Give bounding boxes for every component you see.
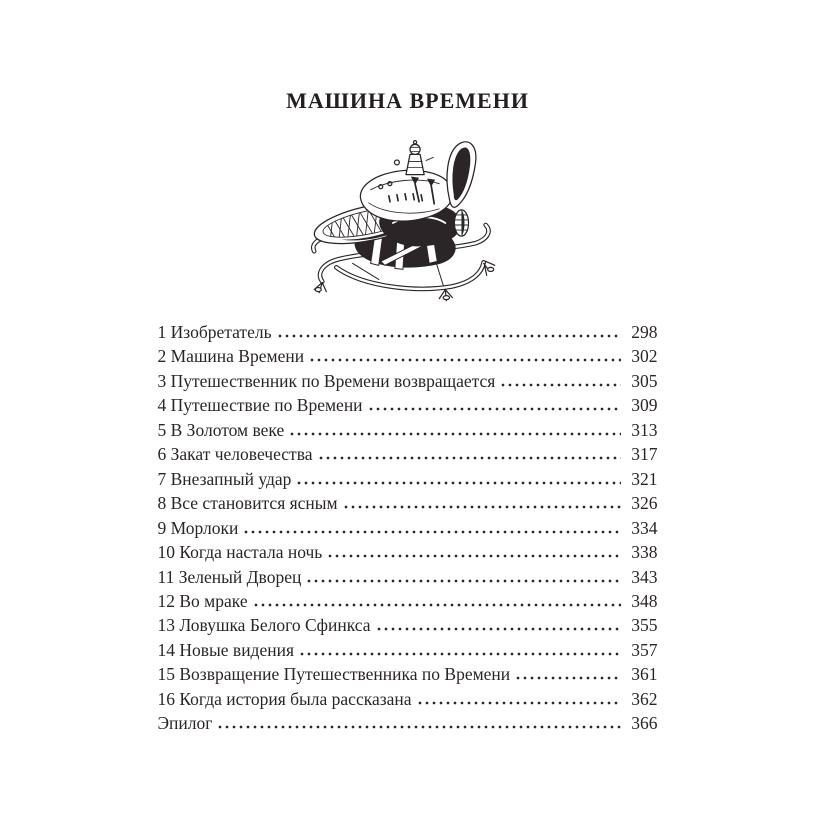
- dot-leader: [297, 481, 620, 485]
- toc-entry-page: 343: [631, 566, 658, 587]
- dot-leader: [244, 530, 620, 534]
- dot-leader: [254, 603, 621, 607]
- toc-list: [158, 320, 658, 736]
- toc-entry-page: 366: [631, 713, 658, 734]
- toc-entry: [158, 320, 658, 344]
- toc-entry-page: 305: [631, 370, 658, 391]
- dot-leader: [516, 676, 620, 680]
- toc-entry-page: 313: [631, 419, 658, 440]
- toc-entry-page: 355: [631, 615, 658, 636]
- page-title: МАШИНА ВРЕМЕНИ: [286, 88, 529, 113]
- dot-leader: [218, 725, 620, 729]
- toc-entry-label: 14 Новые видения: [157, 639, 295, 660]
- toc-entry: [158, 687, 658, 711]
- time-machine-illustration: [292, 138, 524, 310]
- side-gear: [454, 210, 468, 236]
- toc-entry: [158, 711, 658, 735]
- dot-leader: [501, 383, 620, 387]
- toc-entry-page: 357: [631, 639, 658, 660]
- toc-entry: [158, 491, 658, 515]
- dot-leader: [319, 456, 621, 460]
- dot-leader: [300, 652, 620, 656]
- toc-entry-label: 7 Внезапный удар: [157, 468, 292, 489]
- toc-entry: [158, 540, 658, 564]
- toc-entry: [158, 613, 658, 637]
- toc-entry: [158, 393, 658, 417]
- toc-entry-page: 298: [631, 322, 658, 342]
- dot-leader: [328, 554, 620, 558]
- toc-entry: [158, 638, 658, 662]
- dot-leader: [310, 358, 620, 362]
- toc-entry-page: 361: [631, 664, 658, 685]
- toc-entry-label: 15 Возвращение Путешественника по Времени: [157, 664, 511, 685]
- dot-leader: [278, 334, 621, 338]
- toc-entry: [158, 589, 658, 613]
- toc-entry-page: 326: [631, 493, 658, 514]
- time-machine-sketch-svg: [292, 138, 524, 310]
- toc-entry-label: 8 Все становится ясным: [157, 493, 338, 514]
- toc-entry: [158, 442, 658, 466]
- toc-entry-label: 11 Зеленый Дворец: [157, 566, 302, 587]
- top-finial: [394, 141, 433, 175]
- toc-entry: [158, 418, 658, 442]
- toc-entry-label: 6 Закат человечества: [157, 444, 313, 465]
- toc-entry-page: 362: [631, 688, 658, 709]
- toc-entry-label: Эпилог: [157, 713, 213, 734]
- seat-back: [446, 142, 475, 207]
- toc-entry-label: 10 Когда настала ночь: [157, 542, 323, 563]
- toc-entry: [158, 369, 658, 393]
- toc-entry: [158, 565, 658, 589]
- toc-entry-label: 1 Изобретатель: [157, 322, 272, 342]
- toc-entry-label: 4 Путешествие по Времени: [157, 395, 363, 416]
- toc-entry: [158, 467, 658, 491]
- dot-leader: [369, 407, 621, 411]
- toc-entry: [158, 344, 658, 368]
- toc-entry-page: 317: [631, 444, 658, 465]
- dot-leader: [344, 505, 621, 509]
- dot-leader: [307, 579, 620, 583]
- toc-entry-page: 321: [631, 468, 658, 489]
- toc-entry-label: 9 Морлоки: [157, 517, 239, 538]
- toc-entry-label: 16 Когда история была рассказана: [157, 688, 412, 709]
- toc-entry-page: 309: [631, 395, 658, 416]
- toc-entry-page: 302: [631, 346, 658, 367]
- toc-entry-label: 13 Ловушка Белого Сфинкса: [157, 615, 371, 636]
- toc-entry-label: 5 В Золотом веке: [157, 419, 285, 440]
- toc-entry-label: 3 Путешественник по Времени возвращается: [157, 370, 496, 391]
- toc-entry: [158, 662, 658, 686]
- toc-entry-page: 334: [631, 517, 658, 538]
- toc-entry: [158, 516, 658, 540]
- dot-leader: [290, 432, 620, 436]
- dot-leader: [418, 701, 621, 705]
- toc-entry-page: 348: [631, 590, 658, 611]
- dot-leader: [377, 627, 621, 631]
- toc-entry-label: 2 Машина Времени: [157, 346, 305, 367]
- toc-entry-label: 12 Во мраке: [157, 590, 248, 611]
- toc-entry-page: 338: [631, 542, 658, 563]
